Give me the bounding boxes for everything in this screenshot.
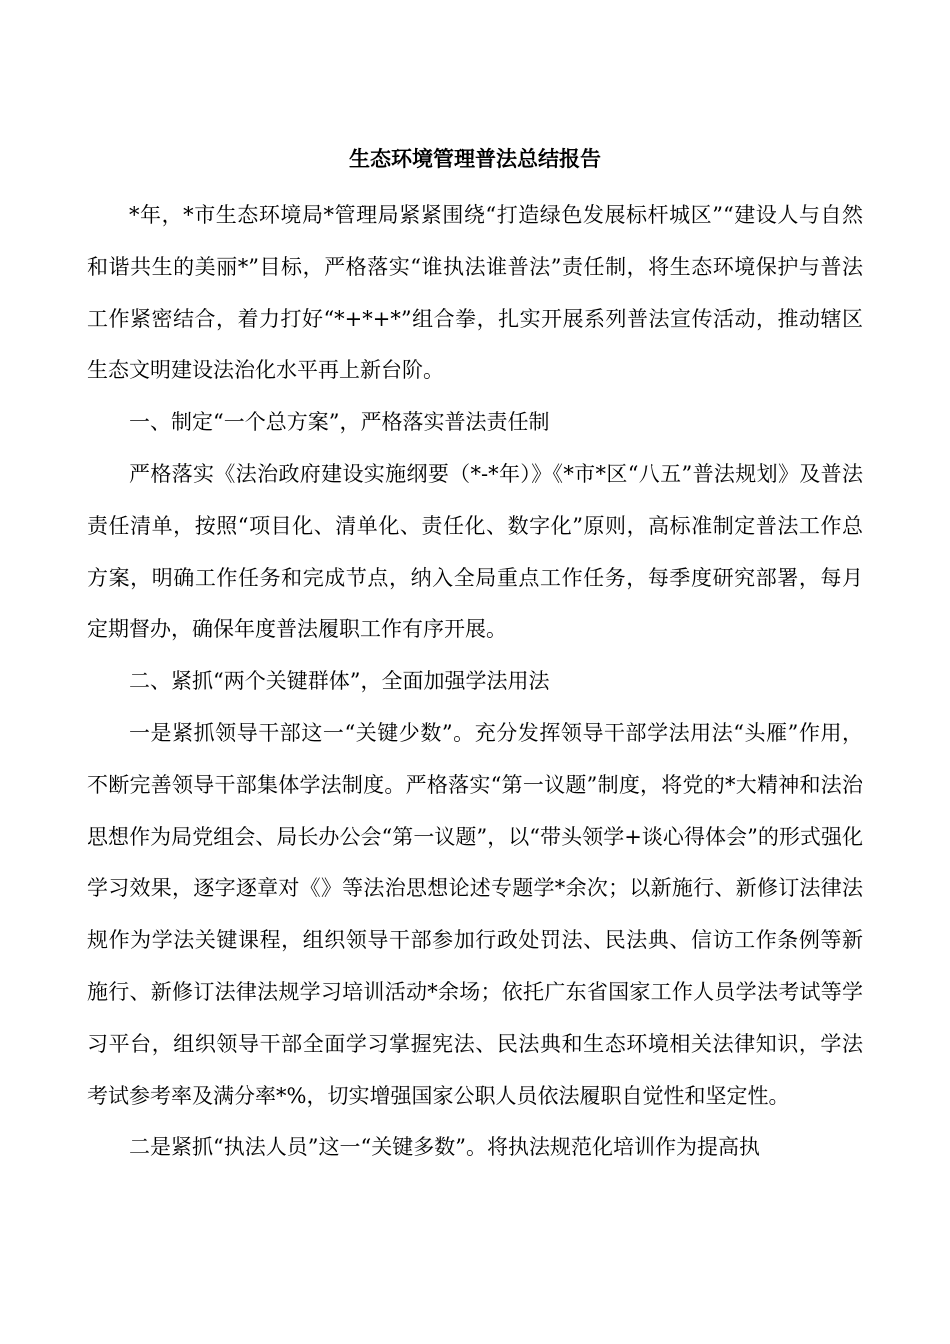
intro-paragraph: *年，*市生态环境局*管理局紧紧围绕“打造绿色发展标杆城区”“建设人与自然和谐共生的美丽*”目标，严格落实“谁执法谁普法”责任制，将生态环境保护与普法工作紧密结合，着力打好“*+*+*”组合拳，扎实开展系列普法宣传活动，推动辖区生态文明建设法治化水平再上新台阶。 — [87, 203, 863, 383]
section-2-paragraph-1: 一是紧抓领导干部这一“关键少数”。充分发挥领导干部学法用法“头雁”作用，不断完善领导干部集体学法制度。严格落实“第一议题”制度，将党的*大精神和法治思想作为局党组会、局长办公会“第一议题”，以“带头领学+谈心得体会”的形式强化学习效果，逐字逐章对《》等法治思想论述专题学*余次；以新施行、新修订法律法规作为学法关键课程，组织领导干部参加行政处罚法、民法典、信访工作条例等新施行、新修订法律法规学习培训活动*余场；依托广东省国家工作人员学法考试等学习平台，组织领导干部全面学习掌握宪法、民法典和生态环境相关法律知识，学法考试参考率及满分率*%，切实增强国家公职人员依法履职自觉性和坚定性。 — [87, 720, 863, 1108]
section-1-paragraph: 严格落实《法治政府建设实施纲要（*-*年）》《*市*区“八五”普法规划》及普法责任清单，按照“项目化、清单化、责任化、数字化”原则，高标准制定普法工作总方案，明确工作任务和完成节点，纳入全局重点工作任务，每季度研究部署，每月定期督办，确保年度普法履职工作有序开展。 — [87, 461, 863, 642]
section-heading-1: 一、制定“一个总方案”，严格落实普法责任制 — [129, 410, 550, 435]
document-title: 生态环境管理普法总结报告 — [349, 146, 601, 171]
section-heading-2: 二、紧抓“两个关键群体”，全面加强学法用法 — [129, 669, 550, 694]
section-2-paragraph-2: 二是紧抓“执法人员”这一“关键多数”。将执法规范化培训作为提高执 — [129, 1135, 760, 1160]
document-body — [87, 190, 863, 1174]
